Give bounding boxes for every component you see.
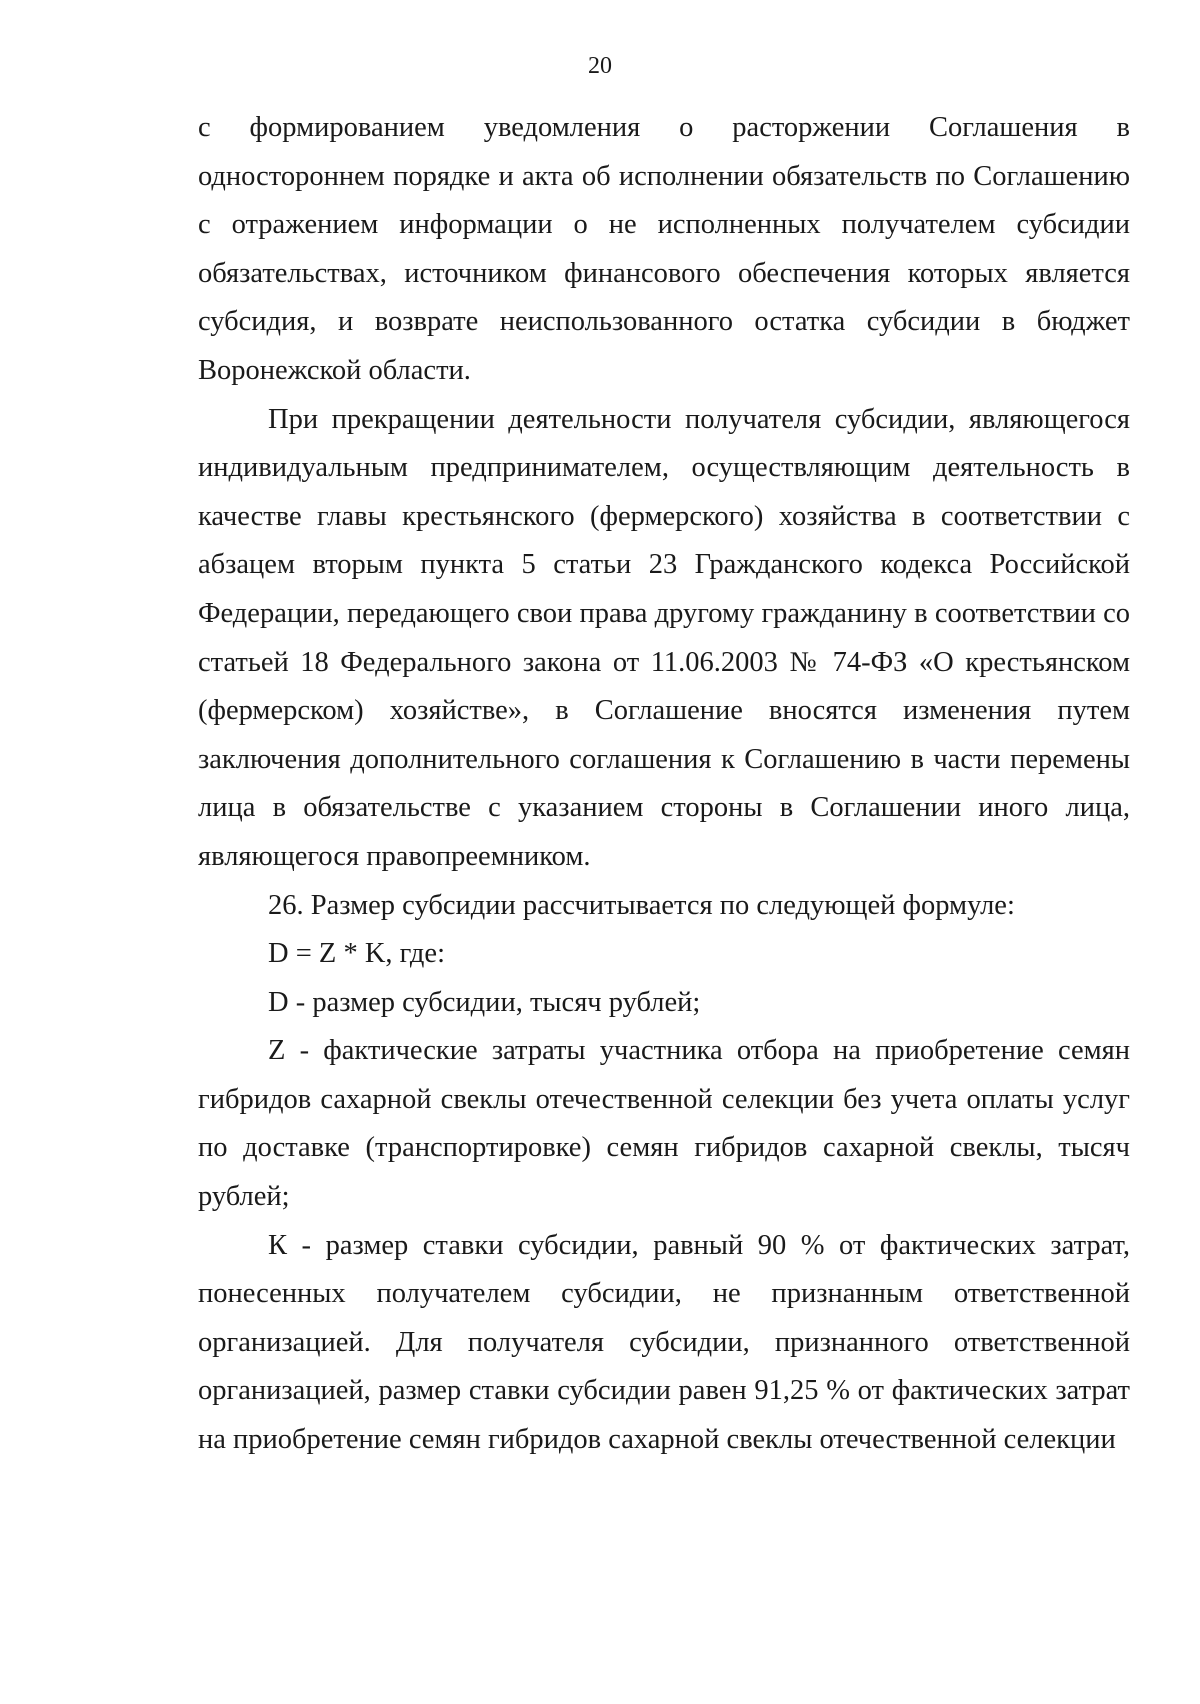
paragraph-activity-termination: При прекращении деятельности получателя субсидии, являющегося индивидуальным предпринимателем, осуществляющим деятельность в качестве главы крестьянского (фермерского) хозяйства в соответствии с абзацем вторым пункта 5 статьи 23 Гражданского кодекса Российской Федерации, передающего свои права другому гражданину в соответствии со статьей 18 Федерального закона от 11.06.2003 № 74-ФЗ «О крестьянском (фермерском) хозяйстве», в Соглашение вносятся изменения путем заключения дополнительного соглашения к Соглашению в части перемены лица в обязательстве с указанием стороны в Соглашении иного лица, являющегося правопреемником. [198, 403, 1130, 872]
formula-definition-z: Z - фактические затраты участника отбора на приобретение семян гибридов сахарной свеклы отечественной селекции без учета оплаты услуг по доставке (транспортировке) семян гибридов сахарной свеклы, тысяч рублей; [198, 1035, 1130, 1213]
paragraph-agreement-termination: с формированием уведомления о расторжении Соглашения в одностороннем порядке и акта об исполнении обязательств по Соглашению с отражением информации о не исполненных получателем субсидии обязательствах, источником финансового обеспечения которых является субсидия, и возврате неиспользованного остатка субсидии в бюджет Воронежской области. [198, 112, 1130, 386]
paragraph-subsidy-formula-intro: 26. Размер субсидии рассчитывается по следующей формуле: [268, 889, 1015, 921]
formula: D = Z * K, где: [268, 938, 445, 970]
page-number: 20 [588, 53, 612, 79]
formula-definition-d: D - размер субсидии, тысяч рублей; [268, 986, 701, 1018]
formula-definition-k: К - размер ставки субсидии, равный 90 % от фактических затрат, понесенных получателем субсидии, не признанным ответственной организацией. Для получателя субсидии, признанного ответственной организацией, размер ставки субсидии равен 91,25 % от фактических затрат на приобретение семян гибридов сахарной свеклы отечественной селекции [198, 1229, 1130, 1456]
document-body [198, 104, 1130, 1465]
